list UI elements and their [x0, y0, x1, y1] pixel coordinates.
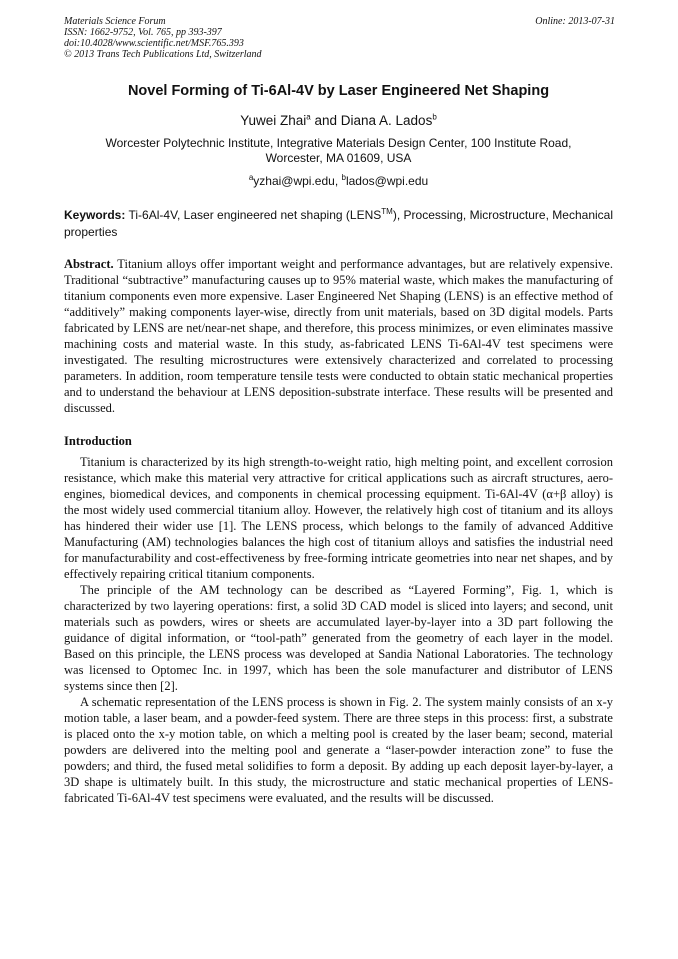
email-a: yzhai@wpi.edu, [253, 174, 342, 188]
email-b-mark: b [341, 173, 346, 182]
intro-paragraph-1: Titanium is characterized by its high strength-to-weight ratio, high melting point, and excellent corrosion resistance, which make this material very attractive for critical applications such as aircraft structures, aero-engines, biomedical devices, and components in chemical processing equipment. Ti-6Al-4V (α+β alloy) is the most widely used commercial titanium alloy. However, the relatively high cost of titanium and its alloys has hindered their wider use [1]. The LENS process, which belongs to the family of advanced Additive Manufacturing (AM) technologies balances the high cost of titanium alloys and satisfies the industrial need for manufacturability and cost-effectiveness by free-forming intricate geometries into near net shapes, and by effectively repairing critical titanium components. [64, 455, 613, 581]
abstract [64, 256, 613, 416]
author-1-affil-mark: a [306, 112, 311, 122]
section-heading-introduction: Introduction [64, 434, 132, 448]
paper-body [64, 82, 613, 806]
affiliation-line-1: Worcester Polytechnic Institute, Integrative Materials Design Center, 100 Institute Road, [105, 136, 572, 150]
abstract-label: Abstract. [64, 257, 114, 271]
keywords-text-pre: Ti-6Al-4V, Laser engineered net shaping (LENS [125, 208, 382, 222]
author-2: Diana A. Lados [340, 113, 433, 128]
doi-line: doi:10.4028/www.scientific.net/MSF.765.393 [64, 38, 244, 49]
journal-name: Materials Science Forum [64, 16, 166, 27]
keywords-text-post: ), Processing, Microstructure, Mechanical properties [64, 208, 613, 239]
email-b: lados@wpi.edu [345, 174, 429, 188]
author-1: Yuwei Zhai [240, 113, 307, 128]
author-list [64, 112, 613, 129]
author-conjunction: and [310, 113, 341, 128]
keywords [64, 207, 613, 241]
affiliation [64, 136, 613, 166]
issn-line: ISSN: 1662-9752, Vol. 765, pp 393-397 [64, 27, 222, 38]
affiliation-line-2: Worcester, MA 01609, USA [265, 151, 412, 165]
email-a-mark: a [248, 173, 254, 182]
intro-paragraph-2: The principle of the AM technology can be described as “Layered Forming”, Fig. 1, which is characterized by two layering operations: first, a solid 3D CAD model is sliced into layers; and second, unit materials such as powders, wires or sheets are accumulated layer-by-layer into a 3D part following the guidance of digital information, or “tool-path” generated from the geometry of each layer in the model. Based on this principle, the LENS process was developed at Sandia National Laboratories. The technology was licensed to Optomec Inc. in 1997, which has been the sole manufacturer and distributor of LENS systems since then [2]. [64, 583, 613, 693]
journal-header [64, 16, 262, 60]
author-2-affil-mark: b [432, 112, 437, 122]
intro-paragraph-3: A schematic representation of the LENS process is shown in Fig. 2. The system mainly consists of an x-y motion table, a laser beam, and a powder-feed system. There are three steps in this process: first, a substrate is placed onto the x-y motion table, on which a melting pool is created by the laser beam; second, material powders are delivered into the melting pool and generate a “laser-powder interaction zone” to fuse the powders; and third, the fused metal solidifies to form a deposit. By adding up each deposit layer-by-layer, a 3D shape is ultimately built. In this study, the microstructure and static mechanical properties of LENS-fabricated Ti-6Al-4V test specimens were evaluated, and the results will be discussed. [64, 695, 613, 805]
paper-title: Novel Forming of Ti-6Al-4V by Laser Engineered Net Shaping [127, 83, 550, 99]
author-emails [64, 174, 613, 189]
trademark-mark: TM [381, 207, 393, 216]
abstract-text: Titanium alloys offer important weight and performance advantages, but are relatively expensive. Traditional “subtractive” manufacturing causes up to 95% material waste, which makes the manufacturing of titanium components even more expensive. Laser Engineered Net Shaping (LENS) is an effective method of “additively” making components layer-wise, directly from unit materials, based on 3D digital models. Parts fabricated by LENS are net/near-net shape, and therefore, this process minimizes, or even eliminates massive machining costs and material waste. In this study, as-fabricated LENS Ti-6Al-4V test specimens were investigated. The resulting microstructures were extensively characterized and correlated to processing parameters. In addition, room temperature tensile tests were conducted to obtain static mechanical properties and to understand the behaviour at LENS deposition-substrate interface. These results will be presented and discussed. [64, 257, 613, 415]
copyright-line: © 2013 Trans Tech Publications Ltd, Switzerland [64, 49, 262, 60]
keywords-label: Keywords: [64, 208, 126, 222]
online-date: Online: 2013-07-31 [535, 16, 615, 27]
